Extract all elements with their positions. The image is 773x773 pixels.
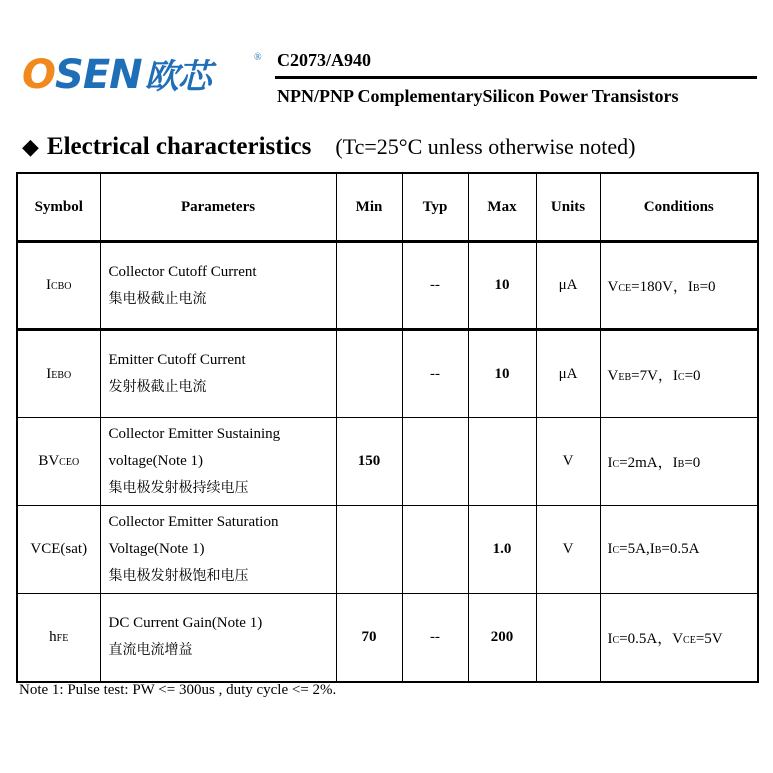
typ-cell: --: [402, 330, 468, 418]
model-number: C2073/A940: [277, 50, 371, 70]
condition-text: V: [607, 367, 619, 384]
condition-subscript: C: [677, 371, 685, 383]
table-row: [17, 594, 758, 682]
logo-sen: SEN: [55, 52, 142, 98]
parameter-cell: [100, 418, 336, 506]
condition-text: =0.5A: [661, 541, 700, 557]
parameter-cell: [100, 330, 336, 418]
symbol-main: VCE(sat): [30, 541, 88, 557]
condition-subscript: B: [692, 283, 700, 294]
units-cell: μA: [536, 330, 600, 418]
condition-text: =5A,I: [619, 541, 655, 557]
min-cell: 70: [336, 594, 402, 682]
parameter-line: Collector Emitter Saturation: [108, 514, 279, 530]
condition-subscript: CE: [618, 283, 632, 294]
parameter-cell: [100, 242, 336, 330]
condition-subscript: C: [612, 459, 620, 470]
section-title: Electrical characteristics: [46, 133, 312, 160]
condition-subscript: C: [612, 634, 620, 646]
table-row: [17, 330, 758, 418]
condition-text: =0: [684, 367, 701, 384]
header-typ: Typ: [402, 173, 468, 242]
symbol-cell: [17, 242, 100, 330]
symbol-subscript: CBO: [50, 281, 72, 292]
max-cell: 200: [468, 594, 536, 682]
conditions-cell: [600, 242, 758, 330]
units-cell: V: [536, 506, 600, 594]
symbol-subscript: CEO: [59, 457, 80, 468]
header-units: Units: [536, 173, 600, 242]
condition-text: =5V: [695, 630, 723, 647]
condition-subscript: B: [677, 459, 685, 470]
parameter-line: Emitter Cutoff Current: [108, 352, 246, 368]
units-cell: [536, 594, 600, 682]
max-cell: [468, 418, 536, 506]
table-row: [17, 506, 758, 594]
typ-cell: --: [402, 594, 468, 682]
parameter-line: 集电极发射极持续电压: [108, 480, 249, 496]
parameter-line: Voltage(Note 1): [108, 541, 205, 557]
min-cell: [336, 506, 402, 594]
condition-text: =2mA，I: [619, 455, 678, 471]
symbol-subscript: FE: [56, 632, 69, 644]
max-cell: 1.0: [468, 506, 536, 594]
table-body: [17, 242, 758, 682]
conditions-cell: [600, 418, 758, 506]
symbol-cell: [17, 418, 100, 506]
registered-mark: ®: [254, 52, 262, 63]
condition-subscript: EB: [618, 371, 632, 383]
diamond-bullet-icon: ◆: [22, 134, 39, 159]
table-header-row: [17, 173, 758, 242]
units-cell: μA: [536, 242, 600, 330]
parameter-line: DC Current Gain(Note 1): [108, 615, 263, 632]
symbol-cell: [17, 594, 100, 682]
parameter-line: voltage(Note 1): [108, 453, 204, 469]
condition-text: =0.5A，V: [619, 630, 684, 647]
symbol-subscript: EBO: [51, 369, 72, 381]
max-cell: 10: [468, 330, 536, 418]
condition-subscript: CE: [683, 634, 696, 646]
min-cell: [336, 330, 402, 418]
header-parameters: Parameters: [100, 173, 336, 242]
condition-text: =0: [699, 279, 716, 295]
footnote: Note 1: Pulse test: PW <= 300us , duty cycle <= 2%.: [19, 682, 337, 698]
condition-text: =180V，I: [631, 279, 693, 295]
condition-text: =7V，I: [631, 367, 678, 384]
product-subtitle: NPN/PNP ComplementarySilicon Power Transistors: [277, 86, 679, 106]
typ-cell: --: [402, 242, 468, 330]
parameter-line: 直流电流增益: [108, 642, 193, 659]
condition-text: V: [607, 279, 619, 295]
condition-text: I: [607, 541, 613, 557]
parameter-line: 发射极截止电流: [108, 379, 207, 395]
parameter-line: 集电极截止电流: [108, 290, 207, 307]
parameter-line: 集电极发射极饱和电压: [108, 568, 249, 584]
symbol-main: I: [45, 277, 51, 293]
section-note: (Tc=25°C unless otherwise noted): [335, 134, 636, 159]
symbol-cell: [17, 330, 100, 418]
header-min: Min: [336, 173, 402, 242]
symbol-cell: [17, 506, 100, 594]
parameter-cell: [100, 594, 336, 682]
max-cell: 10: [468, 242, 536, 330]
logo-text: [22, 52, 211, 100]
symbol-main: h: [49, 628, 57, 645]
conditions-cell: [600, 594, 758, 682]
parameter-line: Collector Emitter Sustaining: [108, 426, 281, 442]
logo-o: O: [22, 52, 56, 98]
condition-text: I: [607, 455, 613, 471]
condition-text: =0: [684, 455, 701, 471]
parameter-line: Collector Cutoff Current: [108, 263, 257, 280]
conditions-cell: [600, 330, 758, 418]
section-heading: [22, 133, 635, 161]
min-cell: 150: [336, 418, 402, 506]
min-cell: [336, 242, 402, 330]
symbol-main: I: [46, 365, 52, 382]
units-cell: V: [536, 418, 600, 506]
header-conditions: Conditions: [600, 173, 758, 242]
header-max: Max: [468, 173, 536, 242]
logo-chinese: 欧芯: [144, 57, 211, 97]
condition-subscript: C: [612, 545, 620, 556]
parameter-cell: [100, 506, 336, 594]
header-rule: [275, 76, 757, 79]
symbol-main: BV: [38, 453, 60, 469]
header-symbol: Symbol: [17, 173, 100, 242]
condition-subscript: B: [654, 545, 662, 556]
brand-logo: [14, 50, 262, 100]
conditions-cell: [600, 506, 758, 594]
typ-cell: [402, 506, 468, 594]
typ-cell: [402, 418, 468, 506]
characteristics-table: [16, 172, 759, 683]
table-row: [17, 242, 758, 330]
table-row: [17, 418, 758, 506]
condition-text: I: [607, 630, 613, 647]
